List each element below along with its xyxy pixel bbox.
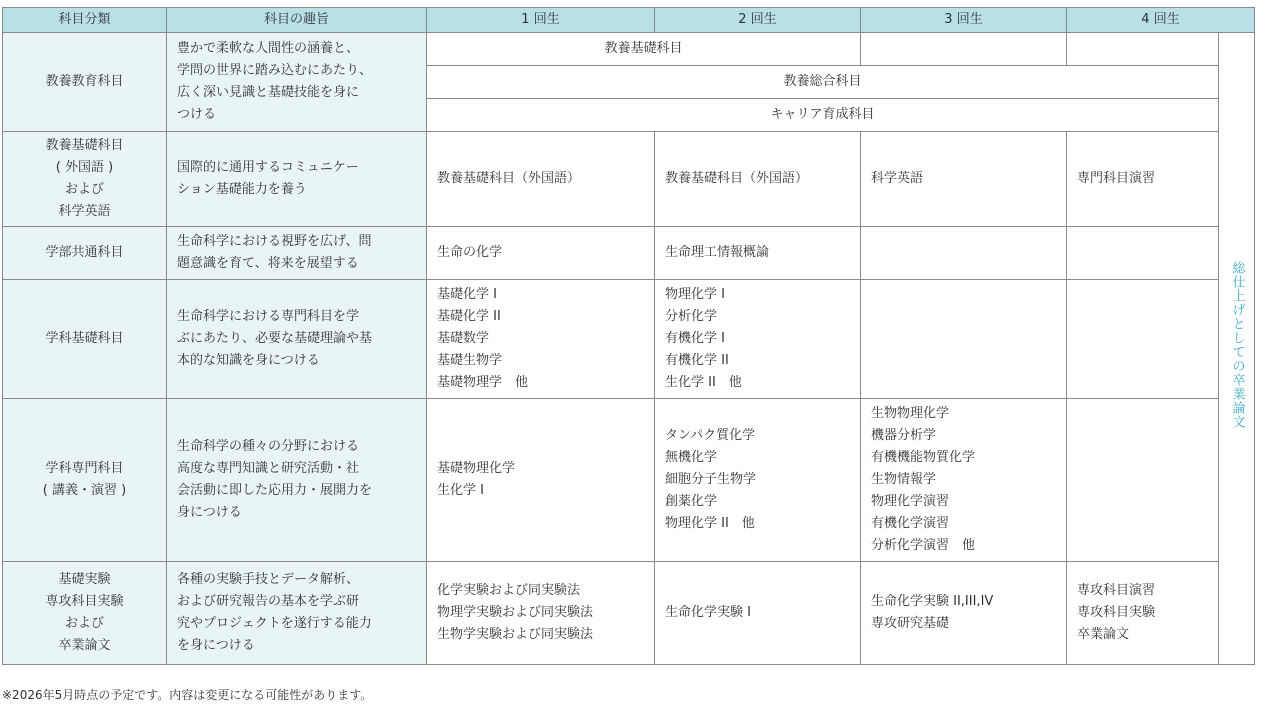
category-cell: 学科専門科目 ( 講義・演習 ) [3,399,167,562]
year4-cell: 専門科目演習 [1067,132,1219,227]
course-span-cell: 教養総合科目 [427,66,1219,99]
graduation-thesis-label: 総仕上げとしての卒業論文 [1229,260,1245,429]
year1-cell: 基礎化学 I 基礎化学 II 基礎数学 基礎生物学 基礎物理学 他 [427,280,655,399]
footnote: ※2026年5月時点の予定です。内容は変更になる可能性があります。 [2,688,373,702]
year2-cell: 教養基礎科目（外国語） [655,132,861,227]
year3-cell [861,280,1067,399]
header-row [3,8,1255,33]
empty-cell [861,33,1067,66]
empty-cell [1067,33,1219,66]
category-cell: 教養基礎科目 ( 外国語 ) および 科学英語 [3,132,167,227]
year1-cell: 教養基礎科目（外国語） [427,132,655,227]
curriculum-table [2,7,1255,665]
year4-cell [1067,280,1219,399]
year3-cell: 生命化学実験 II,III,IV 専攻研究基礎 [861,562,1067,665]
table-row [3,280,1255,399]
header-year1: 1 回生 [427,8,655,33]
header-aim: 科目の趣旨 [167,8,427,33]
table-row [3,562,1255,665]
course-span-cell: 教養基礎科目 [427,33,861,66]
header-category: 科目分類 [3,8,167,33]
table-row [3,132,1255,227]
year1-cell: 生命の化学 [427,227,655,280]
year4-cell [1067,399,1219,562]
aim-cell: 豊かで柔軟な人間性の涵養と、 学問の世界に踏み込むにあたり、 広く深い見識と基礎技能を身に つける [167,33,427,132]
aim-cell: 国際的に通用するコミュニケー ション基礎能力を養う [167,132,427,227]
year1-cell: 化学実験および同実験法 物理学実験および同実験法 生物学実験および同実験法 [427,562,655,665]
category-cell: 学部共通科目 [3,227,167,280]
aim-cell: 生命科学における専門科目を学 ぶにあたり、必要な基礎理論や基 本的な知識を身につける [167,280,427,399]
year1-cell: 基礎物理化学 生化学 I [427,399,655,562]
aim-cell: 生命科学の種々の分野における 高度な専門知識と研究活動・社 会活動に即した応用力・展開力を 身につける [167,399,427,562]
year3-cell [861,227,1067,280]
year2-cell: 物理化学 I 分析化学 有機化学 I 有機化学 II 生化学 II 他 [655,280,861,399]
category-cell: 基礎実験 専攻科目実験 および 卒業論文 [3,562,167,665]
year4-cell [1067,227,1219,280]
year4-cell: 専攻科目演習 専攻科目実験 卒業論文 [1067,562,1219,665]
table-row [3,33,1255,66]
year2-cell: タンパク質化学 無機化学 細胞分子生物学 創薬化学 物理化学 II 他 [655,399,861,562]
aim-cell: 生命科学における視野を広げ、問 題意識を育て、将来を展望する [167,227,427,280]
header-year4: 4 回生 [1067,8,1255,33]
table-row [3,227,1255,280]
table-row [3,399,1255,562]
header-year2: 2 回生 [655,8,861,33]
course-span-cell: キャリア育成科目 [427,99,1219,132]
year2-cell: 生命化学実験 I [655,562,861,665]
aim-cell: 各種の実験手技とデータ解析、 および研究報告の基本を学ぶ研 究やプロジェクトを遂行する能力 を身につける [167,562,427,665]
header-year3: 3 回生 [861,8,1067,33]
year3-cell: 科学英語 [861,132,1067,227]
year2-cell: 生命理工情報概論 [655,227,861,280]
year3-cell: 生物物理化学 機器分析学 有機機能物質化学 生物情報学 物理化学演習 有機化学演習 分析化学演習 他 [861,399,1067,562]
category-cell: 学科基礎科目 [3,280,167,399]
graduation-thesis-cell [1219,33,1255,665]
category-cell: 教養教育科目 [3,33,167,132]
